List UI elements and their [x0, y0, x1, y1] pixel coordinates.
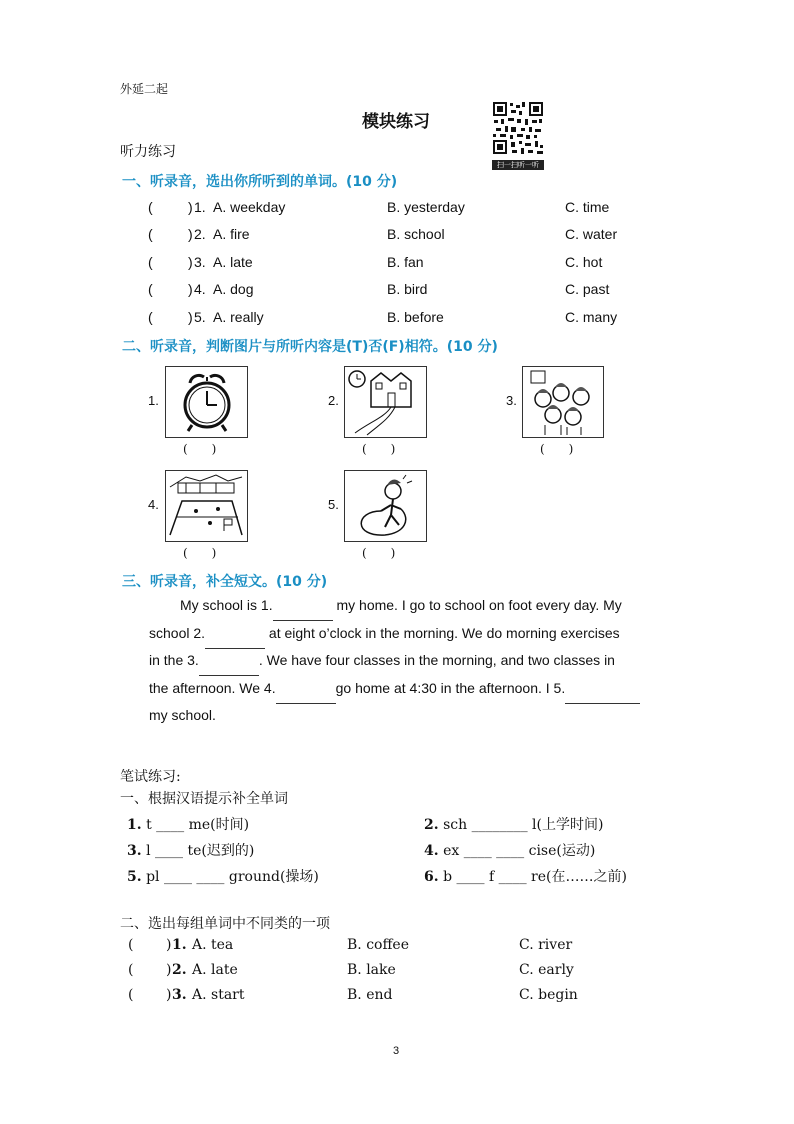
answer-paren[interactable]: (: [148, 199, 153, 215]
option-c: C. many: [565, 309, 618, 325]
jump-rope-picture: [344, 470, 427, 542]
word-hint[interactable]: ex ____ ____ cise(运动): [443, 843, 596, 859]
listening-part2-heading: 二、听录音，判断图片与所听内容是(T)否(F)相符。(10 分): [122, 339, 498, 355]
passage-line: My school is 1. my home. I go to school on foot every day. My: [180, 592, 622, 621]
option-a: A. dog: [213, 281, 254, 297]
alarm-clock-picture: [165, 366, 248, 438]
passage-line: my school.: [149, 707, 216, 723]
qr-caption: 扫一扫听一听: [492, 160, 544, 170]
blank-5[interactable]: [565, 675, 640, 704]
picture-number: 4.: [148, 497, 159, 512]
option-a: A. weekday: [213, 199, 286, 215]
word-hint[interactable]: t ____ me(时间): [146, 817, 250, 833]
list-item: 1. t ____ me(时间): [127, 817, 250, 833]
answer-paren[interactable]: (: [148, 254, 153, 270]
option-b: B. bird: [387, 281, 428, 297]
jump-rope-icon: [345, 471, 426, 541]
item-number: 5.: [194, 309, 206, 325]
blank-1[interactable]: [273, 592, 333, 621]
picture-number: 1.: [148, 393, 159, 408]
blank-2[interactable]: [205, 620, 265, 649]
item-number: 1.: [194, 199, 206, 215]
written-part2-heading: 二、选出每组单词中不同类的一项: [120, 916, 330, 932]
answer-paren[interactable]: ( ): [362, 442, 396, 456]
answer-paren[interactable]: (: [128, 962, 134, 978]
answer-paren[interactable]: ( ): [183, 546, 217, 560]
item-number: 4.: [194, 281, 206, 297]
option-c: C. water: [565, 226, 618, 242]
passage-line: school 2. at eight o’clock in the morning. We do morning exercises: [149, 620, 620, 649]
written-part1-heading: 一、根据汉语提示补全单词: [120, 791, 288, 807]
header-tag: 外延二起: [120, 82, 169, 96]
alarm-clock-icon: [166, 367, 247, 437]
option-a: A. really: [213, 309, 264, 325]
word-hint[interactable]: b ____ f ____ re(在……之前): [443, 869, 627, 885]
option-b: B. fan: [387, 254, 424, 270]
children-picture: [522, 366, 604, 438]
word-hint[interactable]: l ____ te(迟到的): [146, 843, 255, 859]
list-item: 5. pl ____ ____ ground(操场): [127, 869, 319, 885]
listening-label: 听力练习: [120, 144, 176, 160]
picture-number: 2.: [328, 393, 339, 408]
blank-4[interactable]: [276, 675, 336, 704]
blank-3[interactable]: [199, 647, 259, 676]
option-a: A. late: [213, 254, 253, 270]
playground-icon: [166, 471, 247, 541]
answer-paren[interactable]: ( ): [540, 442, 574, 456]
option-c: C. past: [565, 281, 610, 297]
answer-paren[interactable]: (: [128, 937, 134, 953]
answer-paren[interactable]: (: [148, 226, 153, 242]
word-hint[interactable]: sch ________ l(上学时间): [443, 817, 604, 833]
qr-code: [492, 101, 544, 167]
school-picture: [344, 366, 427, 438]
passage-line: the afternoon. We 4. go home at 4:30 in the afternoon. I 5.: [149, 675, 640, 704]
picture-number: 5.: [328, 497, 339, 512]
list-item: 4. ex ____ ____ cise(运动): [424, 843, 596, 859]
option-b: B. before: [387, 309, 444, 325]
passage-line: in the 3. . We have four classes in the morning, and two classes in: [149, 647, 615, 676]
playground-picture: [165, 470, 248, 542]
option-b: B. yesterday: [387, 199, 465, 215]
school-house-icon: [345, 367, 426, 437]
written-label: 笔试练习:: [120, 769, 181, 785]
answer-paren[interactable]: ( ): [183, 442, 217, 456]
option-c: C. time: [565, 199, 610, 215]
item-number: 2.: [194, 226, 206, 242]
answer-paren[interactable]: (: [148, 281, 153, 297]
picture-number: 3.: [506, 393, 517, 408]
listening-part1-heading: 一、听录音，选出你所听到的单词。(10 分): [122, 174, 398, 190]
item-number: 3.: [194, 254, 206, 270]
listening-part3-heading: 三、听录音，补全短文。(10 分): [122, 574, 328, 590]
list-item: 3. l ____ te(迟到的): [127, 843, 255, 859]
option-a: A. fire: [213, 226, 250, 242]
qr-code-icon: [492, 101, 544, 155]
answer-paren[interactable]: (: [128, 987, 134, 1003]
page-title: 模块练习: [362, 112, 430, 132]
answer-paren[interactable]: (: [148, 309, 153, 325]
word-hint[interactable]: pl ____ ____ ground(操场): [146, 869, 319, 885]
children-group-icon: [523, 367, 603, 437]
option-b: B. school: [387, 226, 445, 242]
answer-paren[interactable]: ( ): [362, 546, 396, 560]
option-c: C. hot: [565, 254, 603, 270]
list-item: 2. sch ________ l(上学时间): [424, 817, 604, 833]
list-item: 6. b ____ f ____ re(在……之前): [424, 869, 627, 885]
page-number: 3: [393, 1045, 400, 1057]
